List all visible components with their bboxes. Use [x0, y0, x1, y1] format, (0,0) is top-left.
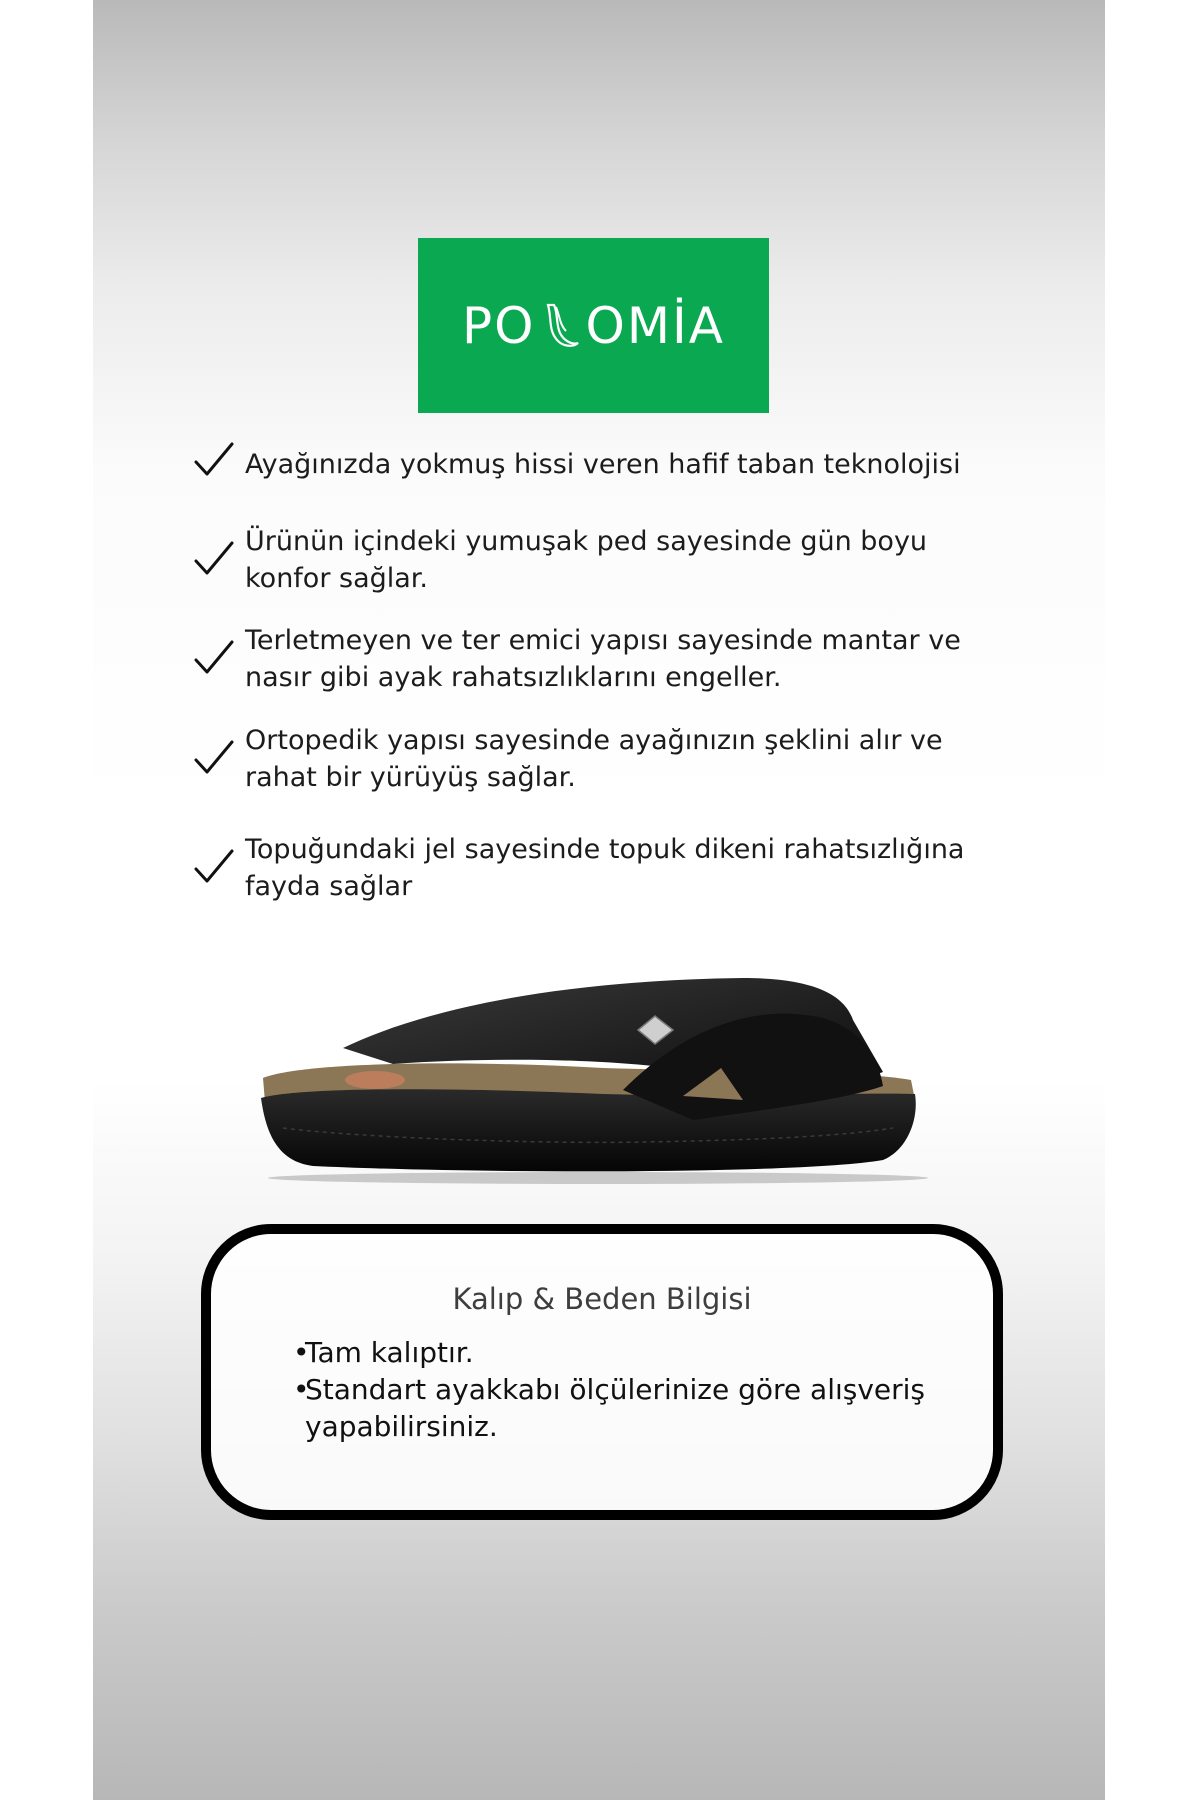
feature-text: Topuğundaki jel sayesinde topuk dikeni rahatsızlığına fayda sağlar	[245, 834, 965, 902]
bullet-marker: •	[293, 1336, 310, 1369]
size-info-box	[201, 1224, 1003, 1520]
size-info-list	[293, 1334, 933, 1445]
product-info-poster	[93, 0, 1105, 1800]
checkmark-icon	[193, 442, 235, 478]
feature-text: Ayağınızda yokmuş hissi veren hafif taban teknolojisi	[245, 449, 961, 480]
size-info-item	[293, 1371, 933, 1445]
feature-text: Ürünün içindeki yumuşak ped sayesinde gün boyu konfor sağlar.	[245, 526, 928, 594]
checkmark-icon	[193, 740, 235, 776]
size-info-text: Tam kalıptır.	[305, 1336, 474, 1369]
size-info-item	[293, 1334, 933, 1371]
brand-logo	[418, 238, 769, 413]
bullet-marker: •	[293, 1373, 310, 1406]
size-info-text: Standart ayakkabı ölçülerinize göre alışveriş yapabilirsiniz.	[305, 1373, 926, 1443]
slide-sandal-image	[243, 960, 943, 1200]
checkmark-icon	[193, 849, 235, 885]
checkmark-icon	[193, 640, 235, 676]
brand-name-right: OMİA	[585, 296, 725, 355]
brand-wordmark	[462, 297, 725, 355]
brand-name-left: PO	[462, 296, 536, 355]
size-info-title: Kalıp & Beden Bilgisi	[452, 1282, 752, 1316]
feature-text: Terletmeyen ve ter emici yapısı sayesinde mantar ve nasır gibi ayak rahatsızlıklarını engeller.	[245, 625, 961, 693]
checkmark-icon	[193, 541, 235, 577]
feature-text: Ortopedik yapısı sayesinde ayağınızın şeklini alır ve rahat bir yürüyüş sağlar.	[245, 725, 943, 793]
foot-icon	[538, 301, 584, 351]
